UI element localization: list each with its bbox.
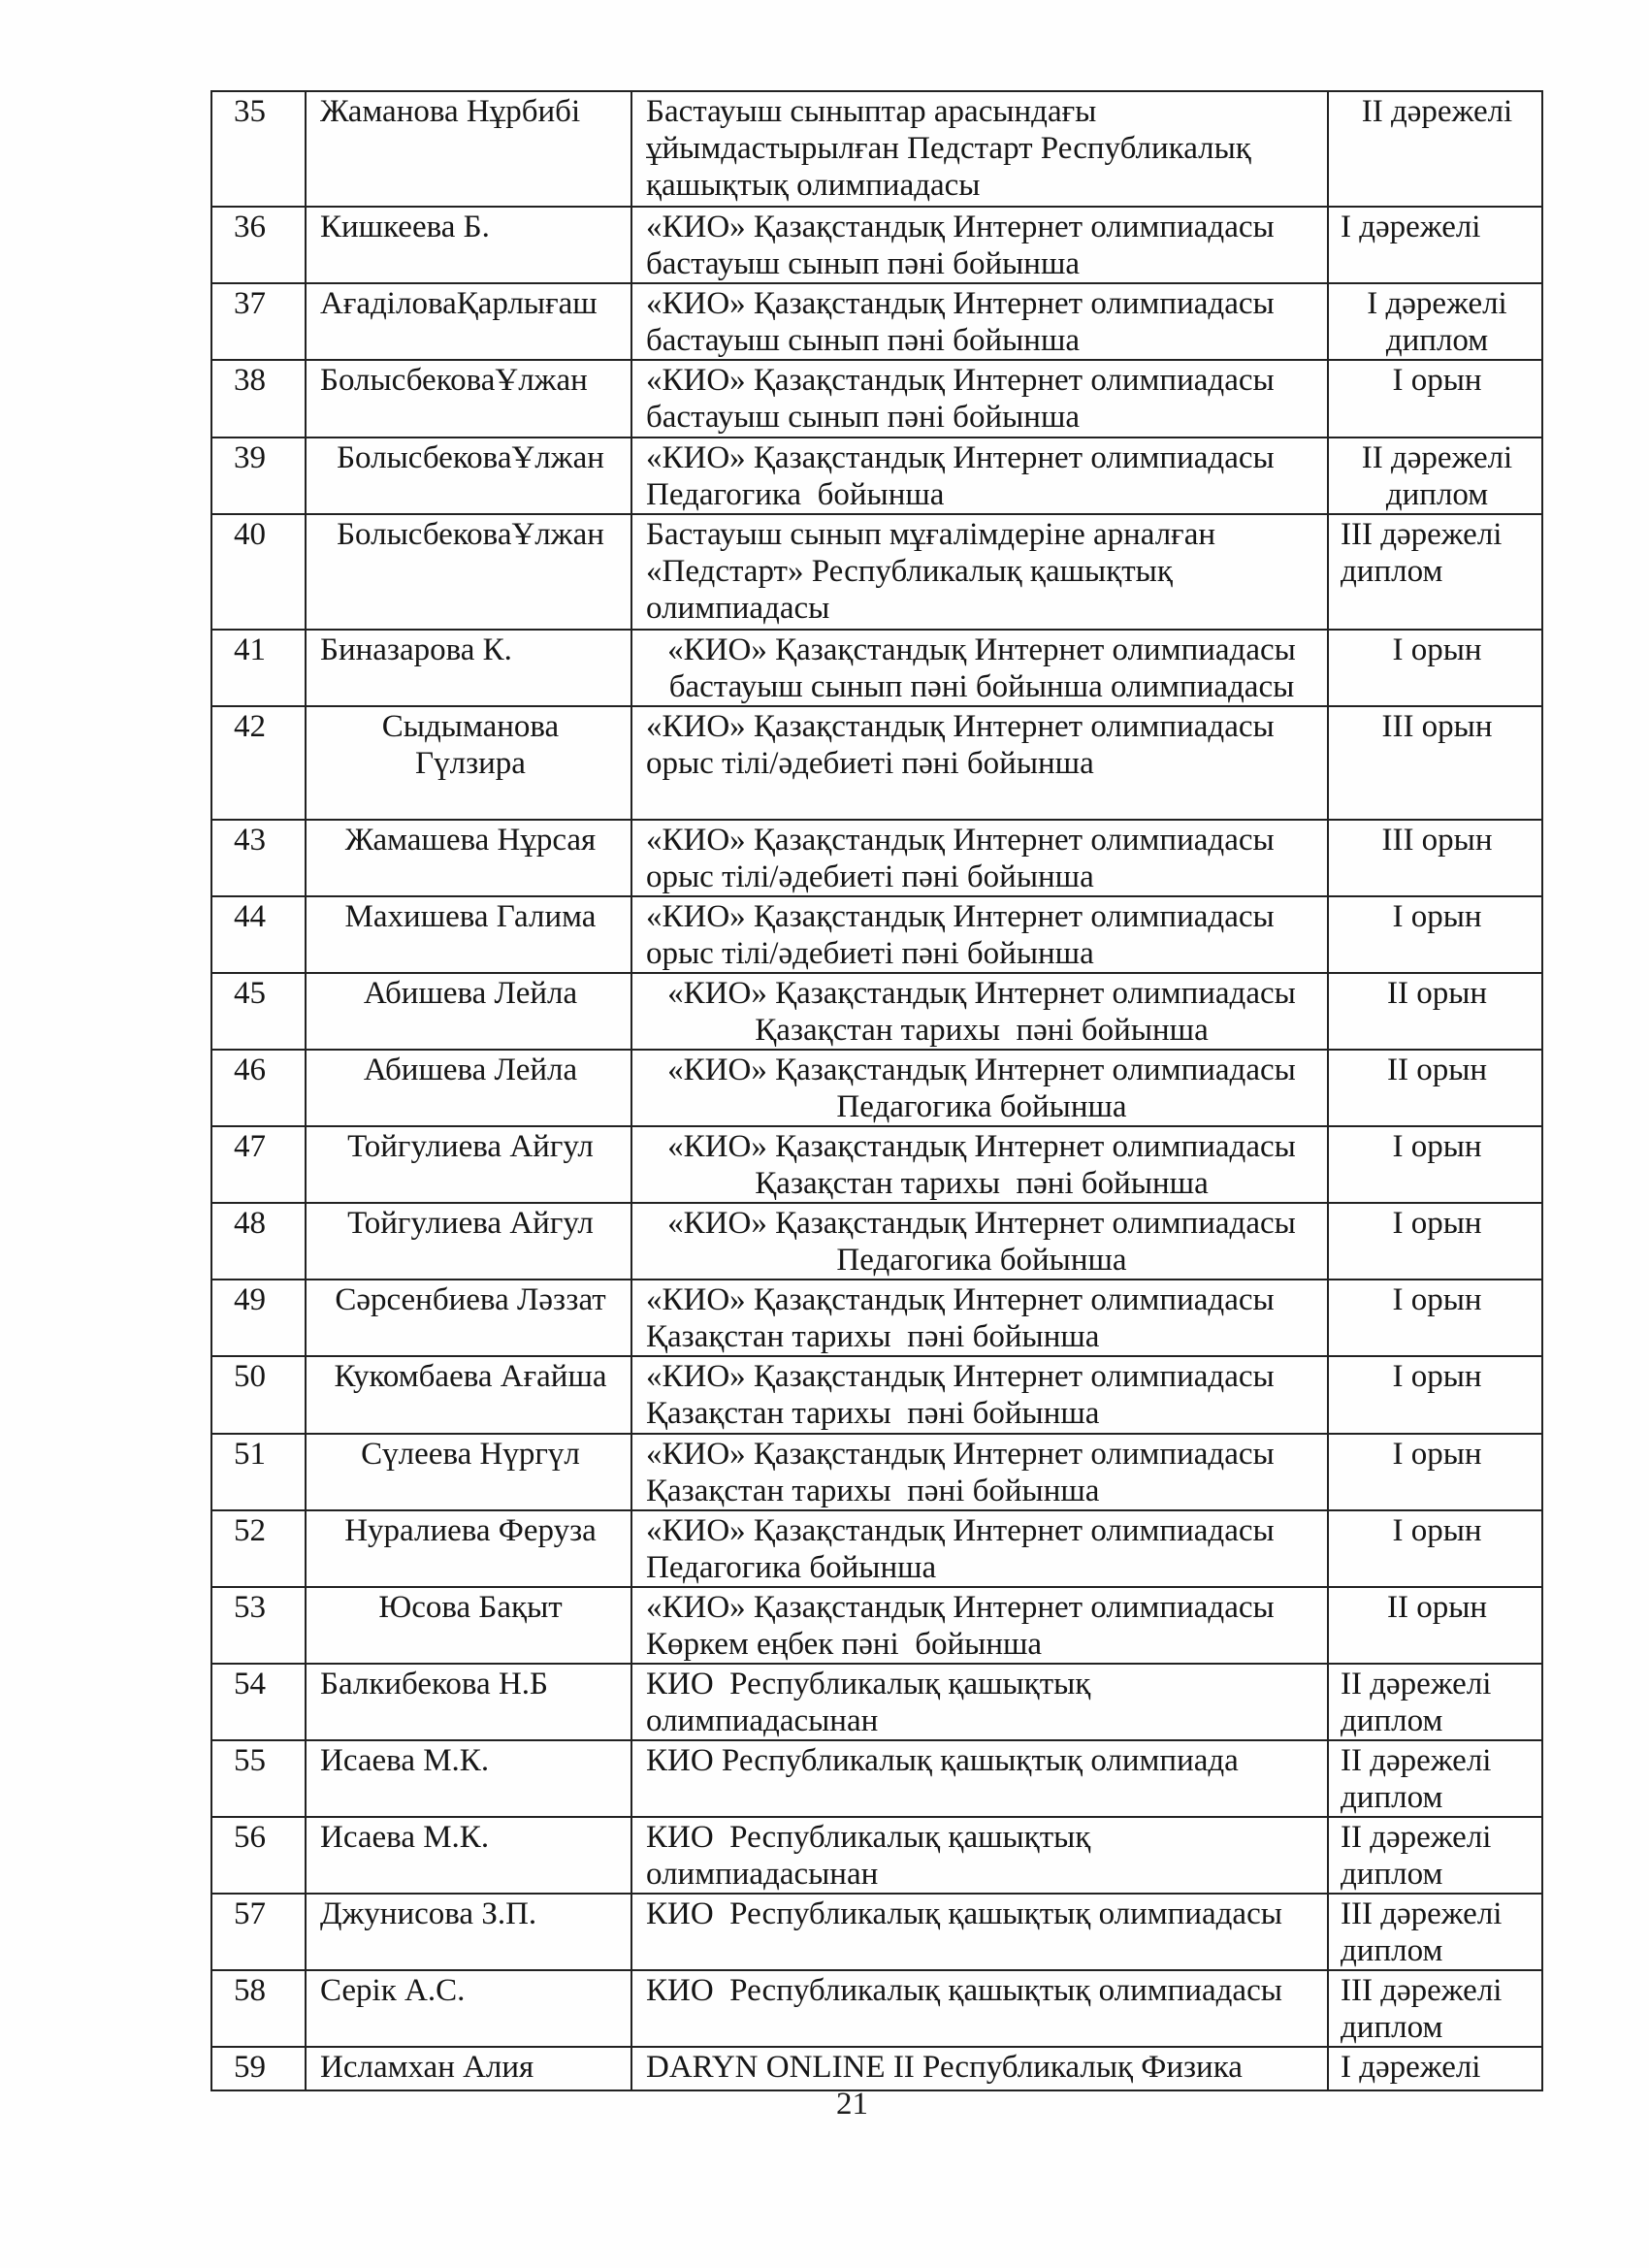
participant-name-text: Тойгулиева Айгул <box>347 1129 594 1164</box>
olympiad-title-text: «КИО» Қазақстандық Интернет олимпиадасы <box>667 632 1296 667</box>
olympiad-title-cell <box>631 706 1328 820</box>
result-cell <box>1328 973 1542 1050</box>
result-text: I орын <box>1392 1282 1482 1317</box>
olympiad-title-cell <box>631 1740 1328 1817</box>
table-row <box>211 1970 1542 2047</box>
row-number-text: 44 <box>234 899 266 934</box>
table-row <box>211 437 1542 514</box>
olympiad-title-cell <box>631 1050 1328 1126</box>
row-number-text: 40 <box>234 517 266 552</box>
olympiad-title-cell <box>631 1817 1328 1894</box>
participant-name-cell <box>306 1280 631 1356</box>
row-number-cell <box>211 1740 306 1817</box>
row-number-text: 53 <box>234 1590 266 1625</box>
participant-name-text: Гүлзира <box>415 746 526 781</box>
result-text: I орын <box>1392 1437 1482 1472</box>
olympiad-title-text: Бастауыш сыныптар арасындағы <box>646 94 1097 129</box>
participant-name-cell <box>306 207 631 283</box>
olympiad-title-cell <box>631 1970 1328 2047</box>
olympiad-title-text: КИО Республикалық қашықтық олимпиадасы <box>646 1896 1282 1931</box>
olympiad-title-text: Бастауыш сынып мұғалімдеріне арналған <box>646 517 1216 552</box>
participant-name-cell <box>306 820 631 896</box>
olympiad-title-cell <box>631 437 1328 514</box>
table-row <box>211 91 1542 207</box>
olympiad-title-text: КИО Республикалық қашықтық олимпиадасы <box>646 1973 1282 2008</box>
participant-name-text: Абишева Лейла <box>363 1053 578 1087</box>
row-number-text: 54 <box>234 1667 266 1701</box>
row-number-text: 45 <box>234 976 266 1011</box>
olympiad-title-text: «КИО» Қазақстандық Интернет олимпиадасы <box>646 440 1275 475</box>
table-row <box>211 1510 1542 1587</box>
participant-name-text: Исаева М.К. <box>320 1820 490 1855</box>
row-number-text: 38 <box>234 363 266 398</box>
olympiad-title-text: КИО Республикалық қашықтық <box>646 1820 1091 1855</box>
olympiad-title-text: «КИО» Қазақстандық Интернет олимпиадасы <box>646 709 1275 744</box>
olympiad-title-text: бастауыш сынып пәні бойынша <box>646 400 1080 435</box>
result-text: диплом <box>1341 2010 1443 2045</box>
result-text: III дәрежелі <box>1341 1896 1503 1931</box>
olympiad-title-text: «КИО» Қазақстандық Интернет олимпиадасы <box>646 286 1275 321</box>
olympiad-title-text: олимпиадасынан <box>646 1857 879 1892</box>
result-cell <box>1328 1434 1542 1510</box>
row-number-text: 35 <box>234 94 266 129</box>
olympiad-title-cell <box>631 820 1328 896</box>
result-text: I дәрежелі <box>1341 2050 1481 2085</box>
result-text: I орын <box>1392 1206 1482 1241</box>
olympiad-title-text: олимпиадасынан <box>646 1703 879 1738</box>
table-row <box>211 1817 1542 1894</box>
row-number-text: 43 <box>234 823 266 858</box>
olympiad-title-cell <box>631 1434 1328 1510</box>
olympiad-results-table <box>210 90 1543 2091</box>
olympiad-title-cell <box>631 514 1328 630</box>
result-cell <box>1328 2047 1542 2090</box>
result-cell <box>1328 1664 1542 1740</box>
row-number-cell <box>211 437 306 514</box>
result-text: II орын <box>1386 1053 1488 1087</box>
olympiad-title-text: Қазақстан тарихы пәні бойынша <box>755 1166 1209 1201</box>
olympiad-title-text: Қазақстан тарихы пәні бойынша <box>646 1474 1100 1508</box>
table-row <box>211 1203 1542 1280</box>
olympiad-title-cell <box>631 1203 1328 1280</box>
row-number-cell <box>211 1510 306 1587</box>
participant-name-cell <box>306 1817 631 1894</box>
participant-name-cell <box>306 630 631 706</box>
table-row <box>211 2047 1542 2090</box>
result-text: II дәрежелі <box>1341 1743 1492 1778</box>
olympiad-title-cell <box>631 630 1328 706</box>
olympiad-title-text: «КИО» Қазақстандық Интернет олимпиадасы <box>646 899 1275 934</box>
olympiad-title-text: «КИО» Қазақстандық Интернет олимпиадасы <box>646 210 1275 244</box>
row-number-text: 37 <box>234 286 266 321</box>
row-number-cell <box>211 1817 306 1894</box>
olympiad-title-cell <box>631 1126 1328 1203</box>
participant-name-cell <box>306 896 631 973</box>
result-cell <box>1328 207 1542 283</box>
participant-name-cell <box>306 706 631 820</box>
olympiad-title-text: Педагогика бойынша <box>836 1089 1127 1124</box>
page-number: 21 <box>836 2087 868 2122</box>
olympiad-title-text: Педагогика бойынша <box>646 477 945 512</box>
olympiad-title-text: «КИО» Қазақстандық Интернет олимпиадасы <box>667 1053 1296 1087</box>
result-cell <box>1328 630 1542 706</box>
participant-name-text: Серік А.С. <box>320 1973 466 2008</box>
result-cell <box>1328 1126 1542 1203</box>
olympiad-title-cell <box>631 1510 1328 1587</box>
table-row <box>211 360 1542 437</box>
olympiad-title-text: «КИО» Қазақстандық Интернет олимпиадасы <box>646 1590 1275 1625</box>
result-text: I дәрежелі <box>1367 286 1507 321</box>
row-number-text: 57 <box>234 1896 266 1931</box>
olympiad-title-text: Қазақстан тарихы пәні бойынша <box>646 1319 1100 1354</box>
row-number-cell <box>211 973 306 1050</box>
olympiad-title-text: ұйымдастырылған Педстарт Республикалық <box>646 131 1251 166</box>
row-number-text: 49 <box>234 1282 266 1317</box>
row-number-cell <box>211 360 306 437</box>
row-number-cell <box>211 207 306 283</box>
result-text: диплом <box>1341 1933 1443 1968</box>
olympiad-title-cell <box>631 1280 1328 1356</box>
result-cell <box>1328 514 1542 630</box>
result-text: I орын <box>1392 1359 1482 1394</box>
row-number-cell <box>211 1280 306 1356</box>
olympiad-title-cell <box>631 896 1328 973</box>
row-number-text: 41 <box>234 632 266 667</box>
participant-name-cell <box>306 514 631 630</box>
participant-name-cell <box>306 91 631 207</box>
participant-name-cell <box>306 1894 631 1970</box>
participant-name-cell <box>306 1356 631 1434</box>
result-cell <box>1328 1510 1542 1587</box>
result-text: I орын <box>1392 1513 1482 1548</box>
olympiad-title-text: «КИО» Қазақстандық Интернет олимпиадасы <box>646 1282 1275 1317</box>
olympiad-title-text: «Педстарт» Республикалық қашықтық <box>646 554 1173 589</box>
row-number-cell <box>211 706 306 820</box>
row-number-cell <box>211 1356 306 1434</box>
olympiad-title-text: «КИО» Қазақстандық Интернет олимпиадасы <box>667 976 1296 1011</box>
result-text: диплом <box>1341 1780 1443 1815</box>
result-text: III орын <box>1381 709 1493 744</box>
participant-name-text: АғаділоваҚарлығаш <box>320 286 598 321</box>
row-number-cell <box>211 283 306 360</box>
result-cell <box>1328 1203 1542 1280</box>
result-text: диплом <box>1341 1703 1443 1738</box>
row-number-text: 56 <box>234 1820 266 1855</box>
olympiad-title-text: бастауыш сынып пәні бойынша <box>646 246 1080 281</box>
participant-name-cell <box>306 1126 631 1203</box>
row-number-cell <box>211 1050 306 1126</box>
participant-name-cell <box>306 437 631 514</box>
participant-name-text: Сыдыманова <box>381 709 560 744</box>
olympiad-title-text: бастауыш сынып пәні бойынша олимпиадасы <box>668 669 1295 704</box>
result-cell <box>1328 1970 1542 2047</box>
table-row <box>211 706 1542 820</box>
olympiad-title-text: «КИО» Қазақстандық Интернет олимпиадасы <box>646 1437 1275 1472</box>
row-number-cell <box>211 896 306 973</box>
participant-name-cell <box>306 1050 631 1126</box>
result-text: II дәрежелі <box>1341 1820 1492 1855</box>
result-text: I орын <box>1392 899 1482 934</box>
participant-name-cell <box>306 283 631 360</box>
row-number-text: 46 <box>234 1053 266 1087</box>
participant-name-text: Махишева Галима <box>344 899 597 934</box>
table-row <box>211 1894 1542 1970</box>
row-number-text: 42 <box>234 709 266 744</box>
row-number-cell <box>211 1970 306 2047</box>
result-text: диплом <box>1385 323 1489 358</box>
result-text: II орын <box>1386 976 1488 1011</box>
row-number-cell <box>211 514 306 630</box>
olympiad-title-text: орыс тілі/әдебиеті пәні бойынша <box>646 859 1094 894</box>
row-number-text: 39 <box>234 440 266 475</box>
participant-name-text: Жаманова Нұрбибі <box>320 94 581 129</box>
participant-name-text: БолысбековаҰлжан <box>337 440 604 475</box>
table-row <box>211 1126 1542 1203</box>
olympiad-title-text: қашықтық олимпиадасы <box>646 168 981 203</box>
participant-name-text: Исламхан Алия <box>320 2050 534 2085</box>
olympiad-title-cell <box>631 360 1328 437</box>
result-cell <box>1328 1050 1542 1126</box>
olympiad-title-cell <box>631 91 1328 207</box>
result-text: II дәрежелі <box>1361 440 1513 475</box>
olympiad-title-text: Педагогика бойынша <box>646 1550 937 1585</box>
table-row <box>211 1740 1542 1817</box>
olympiad-title-text: «КИО» Қазақстандық Интернет олимпиадасы <box>667 1206 1296 1241</box>
table-row <box>211 514 1542 630</box>
row-number-cell <box>211 820 306 896</box>
participant-name-text: Джунисова З.П. <box>320 1896 537 1931</box>
row-number-text: 50 <box>234 1359 266 1394</box>
olympiad-title-text: Көркем еңбек пәні бойынша <box>646 1627 1043 1662</box>
result-cell <box>1328 360 1542 437</box>
table-row <box>211 630 1542 706</box>
row-number-text: 52 <box>234 1513 266 1548</box>
olympiad-title-text: DARYN ONLINE II Республикалық Физика <box>646 2050 1243 2085</box>
row-number-cell <box>211 91 306 207</box>
result-text: I орын <box>1392 363 1482 398</box>
table-row <box>211 1050 1542 1126</box>
participant-name-text: Кишкеева Б. <box>320 210 490 244</box>
row-number-cell <box>211 1434 306 1510</box>
participant-name-text: Сәрсенбиева Ләззат <box>335 1282 606 1317</box>
row-number-text: 48 <box>234 1206 266 1241</box>
result-text: I орын <box>1392 632 1482 667</box>
row-number-cell <box>211 1203 306 1280</box>
result-text: диплом <box>1341 554 1443 589</box>
participant-name-cell <box>306 2047 631 2090</box>
participant-name-cell <box>306 973 631 1050</box>
row-number-cell <box>211 2047 306 2090</box>
olympiad-title-text: бастауыш сынып пәні бойынша <box>646 323 1080 358</box>
olympiad-title-cell <box>631 1587 1328 1664</box>
result-text: III дәрежелі <box>1341 517 1503 552</box>
row-number-text: 59 <box>234 2050 266 2085</box>
participant-name-text: Абишева Лейла <box>363 976 578 1011</box>
table-row <box>211 1280 1542 1356</box>
table-row <box>211 896 1542 973</box>
olympiad-title-text: «КИО» Қазақстандық Интернет олимпиадасы <box>646 363 1275 398</box>
participant-name-text: Исаева М.К. <box>320 1743 490 1778</box>
olympiad-title-text: орыс тілі/әдебиеті пәні бойынша <box>646 936 1094 971</box>
row-number-cell <box>211 630 306 706</box>
table-row <box>211 1356 1542 1434</box>
result-text: I дәрежелі <box>1341 210 1481 244</box>
participant-name-cell <box>306 1434 631 1510</box>
olympiad-title-text: КИО Республикалық қашықтық <box>646 1667 1091 1701</box>
table-row <box>211 1587 1542 1664</box>
row-number-text: 47 <box>234 1129 266 1164</box>
result-cell <box>1328 91 1542 207</box>
row-number-cell <box>211 1587 306 1664</box>
result-text: I орын <box>1392 1129 1482 1164</box>
participant-name-cell <box>306 1740 631 1817</box>
olympiad-title-text: «КИО» Қазақстандық Интернет олимпиадасы <box>667 1129 1296 1164</box>
olympiad-title-text: орыс тілі/әдебиеті пәні бойынша <box>646 746 1094 781</box>
table-body <box>211 91 1542 2090</box>
table-row <box>211 973 1542 1050</box>
participant-name-text: Балкибекова Н.Б <box>320 1667 548 1701</box>
result-text: II дәрежелі <box>1341 1667 1492 1701</box>
olympiad-title-cell <box>631 2047 1328 2090</box>
participant-name-text: Жамашева Нұрсая <box>344 823 597 858</box>
result-cell <box>1328 896 1542 973</box>
result-cell <box>1328 706 1542 820</box>
participant-name-cell <box>306 360 631 437</box>
row-number-text: 36 <box>234 210 266 244</box>
table-row <box>211 1434 1542 1510</box>
participant-name-text: Кукомбаева Ағайша <box>334 1359 607 1394</box>
result-cell <box>1328 1356 1542 1434</box>
table-row <box>211 1664 1542 1740</box>
result-cell <box>1328 437 1542 514</box>
row-number-text: 55 <box>234 1743 266 1778</box>
participant-name-text: БолысбековаҰлжан <box>337 517 604 552</box>
result-cell <box>1328 1587 1542 1664</box>
olympiad-title-text: «КИО» Қазақстандық Интернет олимпиадасы <box>646 1359 1275 1394</box>
result-text: III орын <box>1381 823 1493 858</box>
result-cell <box>1328 1740 1542 1817</box>
row-number-cell <box>211 1126 306 1203</box>
result-text: диплом <box>1385 477 1489 512</box>
olympiad-title-text: олимпиадасы <box>646 591 830 626</box>
olympiad-title-cell <box>631 1664 1328 1740</box>
result-cell <box>1328 1817 1542 1894</box>
olympiad-title-text: «КИО» Қазақстандық Интернет олимпиадасы <box>646 823 1275 858</box>
olympiad-title-cell <box>631 973 1328 1050</box>
result-text: III дәрежелі <box>1341 1973 1503 2008</box>
olympiad-title-text: Педагогика бойынша <box>836 1243 1127 1278</box>
row-number-text: 51 <box>234 1437 266 1472</box>
olympiad-title-text: КИО Республикалық қашықтық олимпиада <box>646 1743 1239 1778</box>
table-row <box>211 283 1542 360</box>
result-text: II орын <box>1386 1590 1488 1625</box>
participant-name-text: Нуралиева Феруза <box>344 1513 597 1548</box>
result-cell <box>1328 1894 1542 1970</box>
olympiad-title-cell <box>631 283 1328 360</box>
participant-name-text: Биназарова К. <box>320 632 512 667</box>
row-number-text: 58 <box>234 1973 266 2008</box>
result-cell <box>1328 283 1542 360</box>
participant-name-text: Юсова Бақыт <box>378 1590 563 1625</box>
result-text: диплом <box>1341 1857 1443 1892</box>
participant-name-text: БолысбековаҰлжан <box>320 363 588 398</box>
olympiad-title-cell <box>631 1356 1328 1434</box>
participant-name-cell <box>306 1664 631 1740</box>
participant-name-cell <box>306 1203 631 1280</box>
participant-name-cell <box>306 1587 631 1664</box>
olympiad-title-text: «КИО» Қазақстандық Интернет олимпиадасы <box>646 1513 1275 1548</box>
table-row <box>211 207 1542 283</box>
participant-name-text: Тойгулиева Айгул <box>347 1206 594 1241</box>
result-cell <box>1328 820 1542 896</box>
participant-name-cell <box>306 1510 631 1587</box>
row-number-cell <box>211 1894 306 1970</box>
row-number-cell <box>211 1664 306 1740</box>
result-text: II дәрежелі <box>1361 94 1513 129</box>
result-cell <box>1328 1280 1542 1356</box>
olympiad-title-cell <box>631 207 1328 283</box>
participant-name-cell <box>306 1970 631 2047</box>
olympiad-title-text: Қазақстан тарихы пәні бойынша <box>646 1396 1100 1431</box>
participant-name-text: Сүлеева Нүргүл <box>361 1437 580 1472</box>
table-row <box>211 820 1542 896</box>
olympiad-title-cell <box>631 1894 1328 1970</box>
olympiad-title-text: Қазақстан тарихы пәні бойынша <box>755 1013 1209 1048</box>
